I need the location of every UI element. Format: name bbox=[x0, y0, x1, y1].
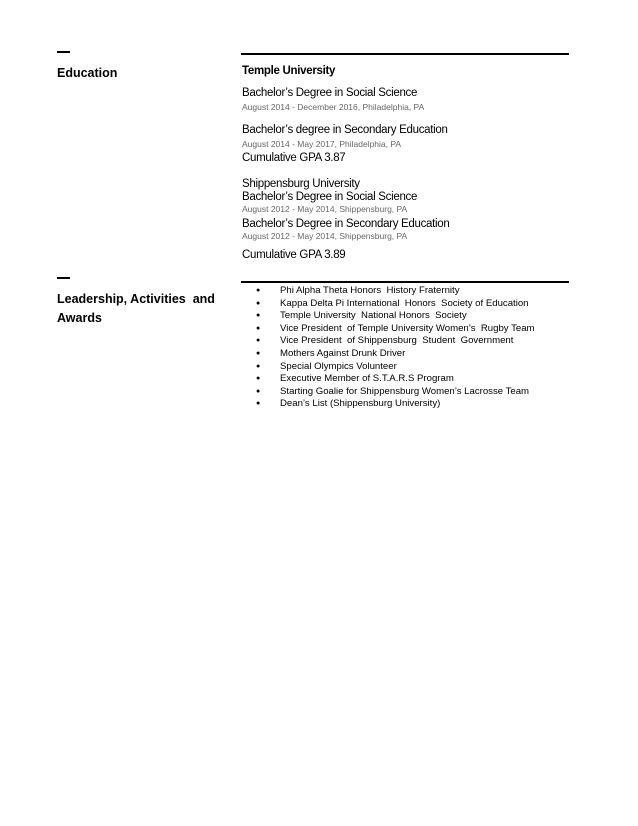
shippensburg-school-name: Shippensburg University bbox=[242, 178, 360, 190]
temple-date-2: August 2014 - May 2017, Philadelphia, PA bbox=[242, 139, 402, 149]
leadership-heading bbox=[57, 290, 215, 328]
list-item: ● Dean’s List (Shippensburg University) bbox=[256, 398, 441, 410]
bullet-icon: ● bbox=[256, 337, 261, 345]
shippensburg-entry bbox=[242, 177, 572, 262]
shippensburg-date-1: August 2012 - May 2014, Shippensburg, PA bbox=[242, 204, 408, 214]
list-item: ● Kappa Delta Pi International Honors Society of Education bbox=[256, 297, 529, 309]
bullet-icon: ● bbox=[256, 312, 261, 320]
bullet-icon: ● bbox=[256, 287, 261, 294]
leadership-heading-line-2: Awards bbox=[57, 311, 102, 325]
shippensburg-date-2: August 2012 - May 2014, Shippensburg, PA bbox=[242, 231, 408, 241]
list-item: ● Phi Alpha Theta Honors History Fraternity bbox=[256, 285, 460, 296]
education-dash bbox=[57, 51, 70, 53]
list-item: ● Starting Goalie for Shippensburg Women’s Lacrosse Team bbox=[256, 385, 530, 397]
temple-degree-2: Bachelor’s degree in Secondary Education bbox=[242, 124, 448, 136]
list-item: ● Executive Member of S.T.A.R.S Program bbox=[256, 373, 454, 385]
education-rule bbox=[241, 53, 569, 55]
list-item: ● Temple University National Honors Society bbox=[256, 310, 467, 322]
temple-entry bbox=[242, 64, 572, 165]
list-item: ● Special Olympics Volunteer bbox=[256, 360, 397, 372]
shippensburg-degree-1: Bachelor’s Degree in Social Science bbox=[242, 191, 418, 203]
bullet-icon: ● bbox=[256, 400, 261, 408]
list-item: ● Vice President of Temple University Women’s Rugby Team bbox=[256, 322, 535, 334]
temple-date-1: August 2014 - December 2016, Philadelphia, PA bbox=[242, 102, 425, 112]
shippensburg-degree-2: Bachelor’s Degree in Secondary Education bbox=[242, 218, 450, 230]
education-heading: Education bbox=[57, 66, 118, 80]
temple-school-name: Temple University bbox=[242, 65, 336, 77]
temple-degree-1: Bachelor’s Degree in Social Science bbox=[242, 87, 418, 99]
temple-gpa: Cumulative GPA 3.87 bbox=[242, 152, 346, 164]
bullet-icon: ● bbox=[256, 362, 261, 370]
leadership-rule bbox=[241, 281, 569, 283]
leadership-dash bbox=[57, 277, 70, 279]
leadership-list bbox=[256, 285, 535, 411]
bullet-icon: ● bbox=[256, 299, 261, 307]
bullet-icon: ● bbox=[256, 387, 261, 395]
list-item: ● Mothers Against Drunk Driver bbox=[256, 347, 406, 359]
bullet-icon: ● bbox=[256, 349, 261, 357]
bullet-icon: ● bbox=[256, 375, 261, 383]
list-item: ● Vice President of Shippensburg Student Government bbox=[256, 335, 514, 347]
shippensburg-gpa: Cumulative GPA 3.89 bbox=[242, 249, 346, 261]
leadership-heading-line-1: Leadership, Activities and bbox=[57, 292, 215, 306]
bullet-icon: ● bbox=[256, 324, 261, 332]
